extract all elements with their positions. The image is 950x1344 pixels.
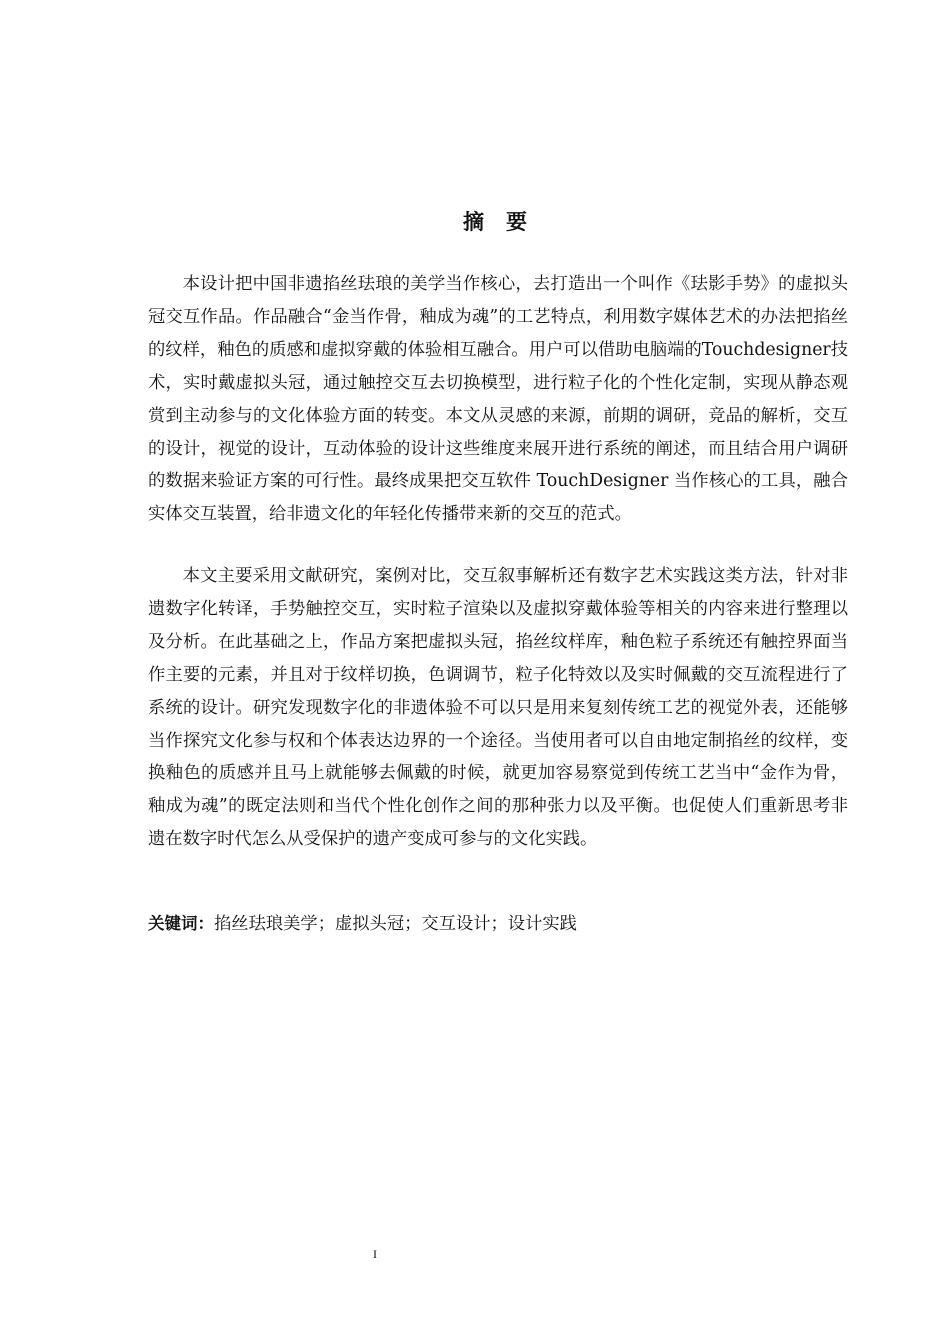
keywords-value: 掐丝珐琅美学；虚拟头冠；交互设计；设计实践	[214, 914, 577, 934]
abstract-paragraph-1	[148, 268, 848, 531]
abstract-title: 摘要	[463, 210, 549, 234]
keywords-label: 关键词：	[148, 914, 214, 933]
page-number: I	[373, 1247, 377, 1261]
paragraph-text: 本文主要采用文献研究，案例对比，交互叙事解析还有数字艺术实践这类方法，针对非遗数字化转译，手势触控交互，实时粒子渲染以及虚拟穿戴体验等相关的内容来进行整理以及分析。在此基础之上，作品方案把虚拟头冠，掐丝纹样库，釉色粒子系统还有触控界面当作主要的元素，并且对于纹样切换，色调调节，粒子化特效以及实时佩戴的交互流程进行了系统的设计。研究发现数字化的非遗体验不可以只是用来复刻传统工艺的视觉外表，还能够当作探究文化参与权和个体表达边界的一个途径。当使用者可以自由地定制掐丝的纹样，变换釉色的质感并且马上就能够去佩戴的时候，就更加容易察觉到传统工艺当中“金作为骨，釉成为魂”的既定法则和当代个性化创作之间的那种张力以及平衡。也促使人们重新思考非遗在数字时代怎么从受保护的遗产变成可参与的文化实践。	[148, 566, 848, 850]
keywords-line	[148, 908, 848, 940]
paragraph-text: 本设计把中国非遗掐丝珐琅的美学当作核心，去打造出一个叫作《珐影手势》的虚拟头冠交互作品。作品融合“金当作骨，釉成为魂”的工艺特点，利用数字媒体艺术的办法把掐丝的纹样，釉色的质感和虚拟穿戴的体验相互融合。用户可以借助电脑端的Touchdesigner技术，实时戴虚拟头冠，通过触控交互去切换模型，进行粒子化的个性化定制，实现从静态观赏到主动参与的文化体验方面的转变。本文从灵感的来源，前期的调研，竞品的解析，交互的设计，视觉的设计，互动体验的设计这些维度来展开进行系统的阐述，而且结合用户调研的数据来验证方案的可行性。最终成果把交互软件 TouchDesigner 当作核心的工具，融合实体交互装置，给非遗文化的年轻化传播带来新的交互的范式。	[148, 274, 848, 525]
abstract-paragraph-2	[148, 560, 848, 856]
